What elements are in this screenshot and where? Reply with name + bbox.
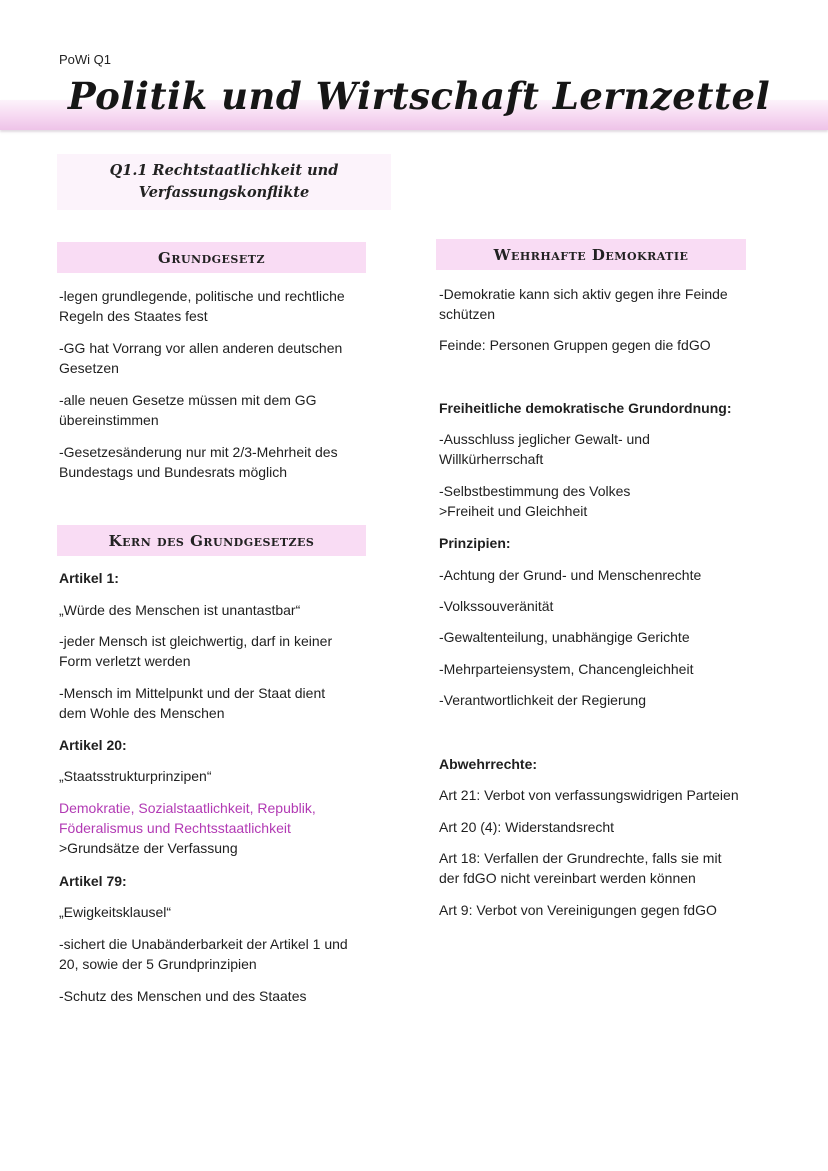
fdgo-paragraph: -Selbstbestimmung des Volkes >Freiheit und Gleichheit [439, 483, 631, 519]
artikel-1-paragraph: -jeder Mensch ist gleichwertig, darf in keiner Form verletzt werden [59, 633, 333, 669]
artikel-79-paragraph: -Schutz des Menschen und des Staates [59, 988, 307, 1004]
artikel-1-paragraph: -Mensch im Mittelpunkt und der Staat dient dem Wohle des Menschen [59, 685, 326, 721]
topic-title-line-1: Q1.1 Rechtstaatlichkeit und [109, 162, 339, 179]
demokratie-paragraph: -Demokratie kann sich aktiv gegen ihre Feinde schützen [439, 286, 728, 322]
grundgesetz-paragraph: -alle neuen Gesetze müssen mit dem GG übereinstimmen [59, 392, 317, 428]
fdgo-paragraph: -Ausschluss jeglicher Gewalt- und Willkürherrschaft [439, 431, 650, 467]
prinzip-item: -Gewaltenteilung, unabhängige Gerichte [439, 629, 690, 645]
artikel-79-paragraph: -sichert die Unabänderbarkeit der Artikel 1 und 20, sowie der 5 Grundprinzipien [59, 936, 348, 972]
artikel-20-quote: „Staatsstrukturprinzipen“ [59, 768, 212, 784]
abwehrrecht-item: Art 18: Verfallen der Grundrechte, falls sie mit der fdGO nicht vereinbart werden können [439, 850, 722, 886]
prinzip-item: -Mehrparteiensystem, Chancengleichheit [439, 661, 694, 677]
abwehrrecht-item: Art 21: Verbot von verfassungswidrigen Parteien [439, 787, 739, 803]
fdgo-title: Freiheitliche demokratische Grundordnung: [439, 400, 732, 416]
artikel-79-title: Artikel 79: [59, 873, 127, 889]
artikel-1-title: Artikel 1: [59, 570, 119, 586]
abwehrrecht-item: Art 20 (4): Widerstandsrecht [439, 819, 615, 835]
grundgesetz-paragraph: -Gesetzesänderung nur mit 2/3-Mehrheit des Bundestags und Bundesrats möglich [59, 444, 338, 480]
topic-title [110, 160, 339, 204]
section-header-wehrhafte-demokratie: Wehrhafte Demokratie [436, 239, 746, 270]
feinde-paragraph: Feinde: Personen Gruppen gegen die fdGO [439, 337, 711, 353]
course-label: PoWi Q1 [59, 52, 112, 67]
artikel-1-quote: „Würde des Menschen ist unantastbar“ [59, 602, 301, 618]
page-title: Politik und Wirtschaft Lernzettel [67, 74, 771, 118]
grundgesetz-paragraph: -GG hat Vorrang vor allen anderen deutschen Gesetzen [59, 340, 343, 376]
topic-title-line-2: Verfassungskonflikte [138, 184, 310, 201]
section-header-kern: Kern des Grundgesetzes [57, 525, 366, 556]
artikel-20-principles: Demokratie, Sozialstaatlichkeit, Republik, Föderalismus und Rechtsstaatlichkeit >Grundsätze der Verfassung [59, 800, 316, 856]
grundgesetz-paragraph: -legen grundlegende, politische und rechtliche Regeln des Staates fest [59, 288, 345, 324]
artikel-79-quote: „Ewigkeitsklausel“ [59, 904, 172, 920]
prinzip-item: -Volkssouveränität [439, 598, 554, 614]
prinzipien-title: Prinzipien: [439, 535, 511, 551]
abwehrrechte-title: Abwehrrechte: [439, 756, 538, 772]
topic-box [57, 154, 391, 210]
artikel-20-title: Artikel 20: [59, 737, 127, 753]
prinzip-item: -Verantwortlichkeit der Regierung [439, 692, 646, 708]
section-header-grundgesetz: Grundgesetz [57, 242, 366, 273]
prinzip-item: -Achtung der Grund- und Menschenrechte [439, 567, 702, 583]
abwehrrecht-item: Art 9: Verbot von Vereinigungen gegen fdGO [439, 902, 717, 918]
